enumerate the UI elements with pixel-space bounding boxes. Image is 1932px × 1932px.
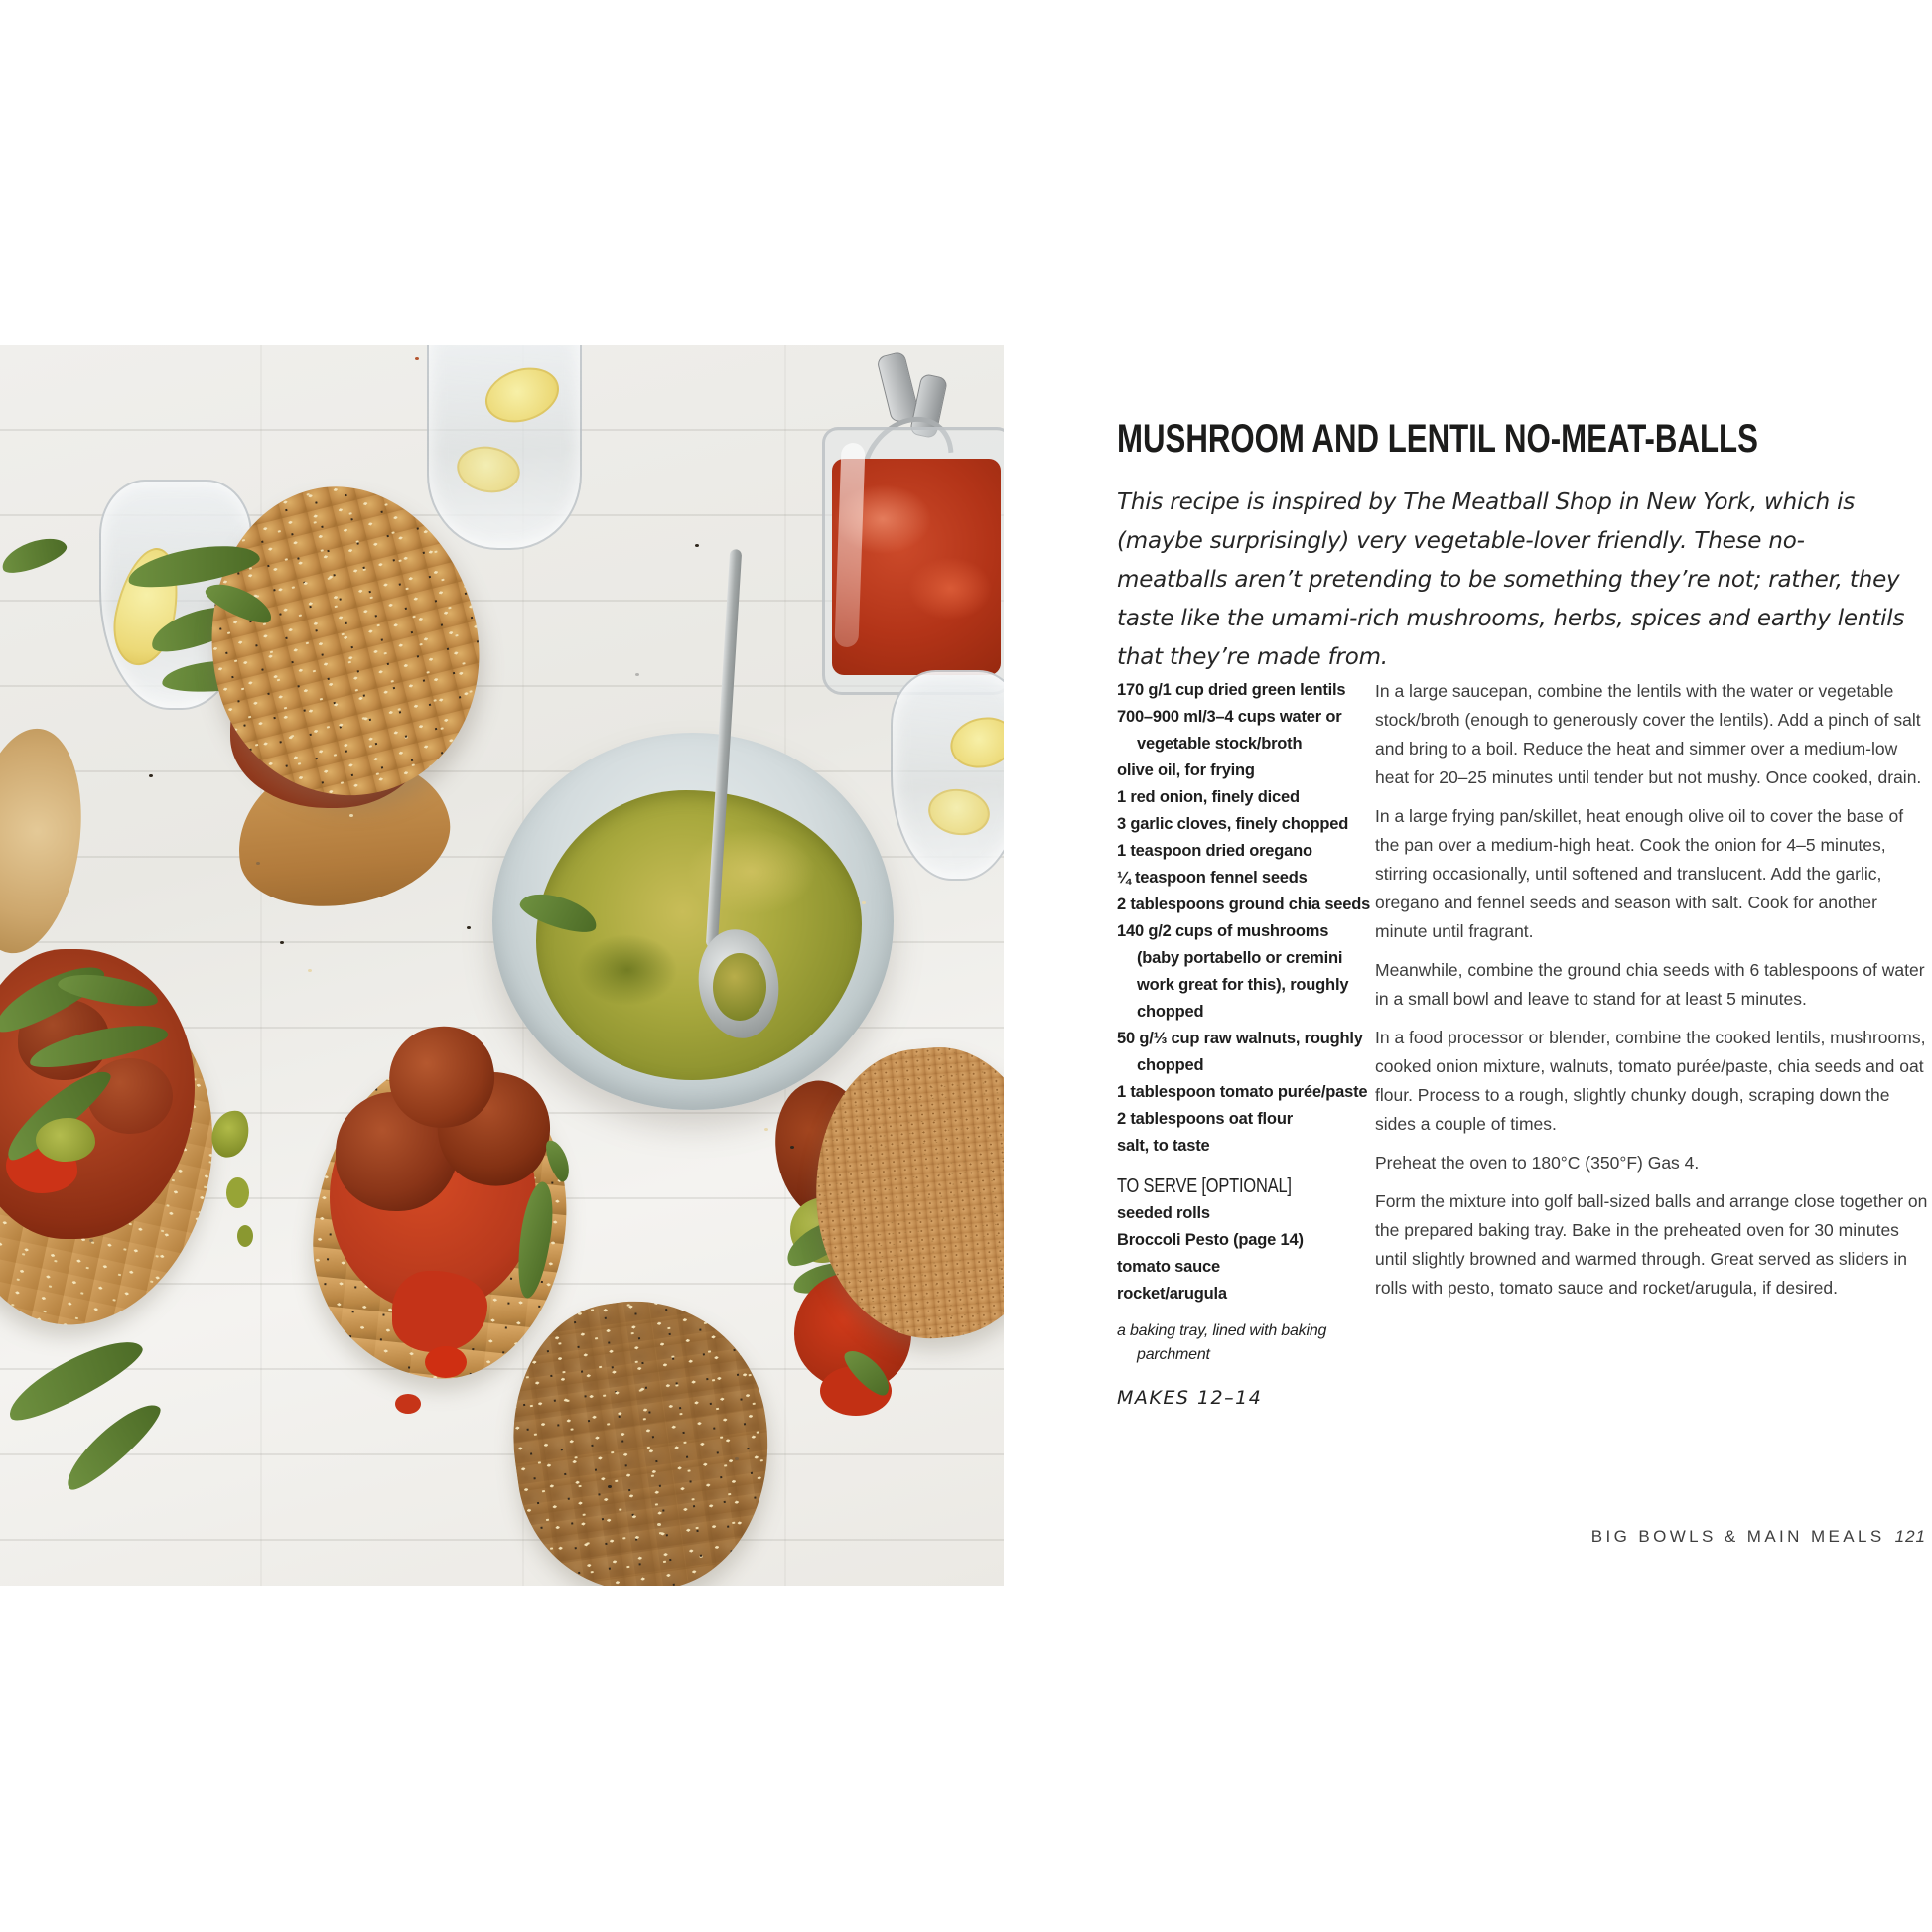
lemon-slice	[925, 785, 993, 839]
method-step: In a large frying pan/skillet, heat enough olive oil to cover the base of the pan over a medium-high heat. Cook the onion for 4–5 minutes, stirring occasionally, until softened and translucent. Add the garlic, oregano and fennel seeds and season with salt. Cook for another minute until fragrant.	[1375, 806, 1904, 941]
arugula-leaf	[57, 1393, 168, 1497]
method-steps	[1375, 677, 1932, 1412]
method-step: Preheat the oven to 180°C (350°F) Gas 4.	[1375, 1153, 1700, 1173]
serve-item: Broccoli Pesto (page 14)	[1117, 1231, 1304, 1249]
method-step: Meanwhile, combine the ground chia seeds with 6 tablespoons of water in a small bowl and leave to stand for at least 5 minutes.	[1375, 960, 1925, 1009]
serve-item: seeded rolls	[1117, 1204, 1210, 1222]
recipe-columns	[1117, 677, 1932, 1412]
ingredient: 2 tablespoons oat flour	[1117, 1110, 1293, 1128]
meatball	[87, 1058, 173, 1134]
lemon-slice	[945, 711, 1004, 774]
lemon-slice	[453, 442, 523, 497]
bread-roll-left	[0, 721, 94, 960]
makes-note: MAKES 12–14	[1117, 1387, 1263, 1409]
ingredient: salt, to taste	[1117, 1137, 1210, 1155]
ingredient: 140 g/2 cups of mushrooms (baby portabello or cremini work great for this), roughly chopped	[1117, 922, 1349, 1021]
recipe-intro: This recipe is inspired by The Meatball Shop in New York, which is (maybe surprisingly) very vegetable-lover friendly. These no-meatballs aren’t pretending to be something they’re not; rather, they taste like the umami-rich mushrooms, herbs, spices and earthy lentils that they’re made from.	[1117, 489, 1905, 670]
arugula-leaf	[0, 531, 69, 579]
scattered-seeds	[0, 345, 4, 348]
pesto-on-spoon	[713, 953, 766, 1021]
tomato-sauce-jar	[806, 347, 1004, 693]
ingredient: 1 tablespoon tomato purée/paste	[1117, 1083, 1368, 1101]
tomato-sauce-drip	[395, 1394, 421, 1414]
ingredient: 1 red onion, finely diced	[1117, 788, 1300, 806]
method-step: Form the mixture into golf ball-sized balls and arrange close together on the prepared baking tray. Bake in the preheated oven for 30 minutes until slightly browned and warmed through. Great served as sliders in rolls with pesto, tomato sauce and rocket/arugula, if desired.	[1375, 1191, 1928, 1298]
recipe-panel	[1117, 0, 1932, 1932]
method-step: In a large saucepan, combine the lentils with the water or vegetable stock/broth (enough to generously cover the lentils). Add a pinch of salt and bring to a boil. Reduce the heat and simmer over a medium-low heat for 20–25 minutes until tender but not mushy. Once cooked, drain.	[1375, 681, 1922, 787]
to-serve-header: TO SERVE [OPTIONAL]	[1117, 1175, 1292, 1197]
ingredient: 700–900 ml/3–4 cups water or vegetable stock/broth	[1117, 708, 1342, 753]
pesto-dollop	[36, 1118, 95, 1162]
pesto-smear	[208, 1107, 252, 1161]
section-name: BIG BOWLS & MAIN MEALS	[1590, 1527, 1885, 1546]
ingredient: 50 g/⅓ cup raw walnuts, roughly chopped	[1117, 1030, 1363, 1074]
method-step: In a food processor or blender, combine the cooked lentils, mushrooms, cooked onion mixture, walnuts, tomato purée/paste, chia seeds and oat flour. Process to a rough, slightly chunky dough, scraping down the sides a couple of times.	[1375, 1028, 1926, 1134]
ingredient: 2 tablespoons ground chia seeds	[1117, 896, 1371, 913]
ingredient: 170 g/1 cup dried green lentils	[1117, 681, 1346, 699]
lemon-slice	[479, 359, 566, 432]
serve-item: tomato sauce	[1117, 1258, 1220, 1276]
ingredient: 1 teaspoon dried oregano	[1117, 842, 1312, 860]
serve-item: rocket/arugula	[1117, 1285, 1227, 1303]
pesto-smear	[237, 1225, 253, 1247]
ingredient: olive oil, for frying	[1117, 761, 1255, 779]
recipe-title: MUSHROOM AND LENTIL NO-MEAT-BALLS	[1117, 417, 1758, 461]
equipment-note: a baking tray, lined with baking parchment	[1117, 1322, 1327, 1363]
ingredient: 3 garlic cloves, finely chopped	[1117, 815, 1349, 833]
ingredients-list	[1117, 677, 1372, 1412]
food-photo	[0, 345, 1004, 1586]
water-glass-top	[427, 345, 582, 550]
seeded-bun	[495, 1285, 787, 1586]
page-number: 121	[1894, 1527, 1926, 1546]
pesto-smear	[226, 1177, 249, 1208]
ingredient: ¼ teaspoon fennel seeds	[1117, 869, 1308, 887]
water-glass-right	[891, 670, 1004, 881]
page-footer	[1591, 1527, 1926, 1547]
tomato-sauce-drip	[425, 1346, 467, 1378]
